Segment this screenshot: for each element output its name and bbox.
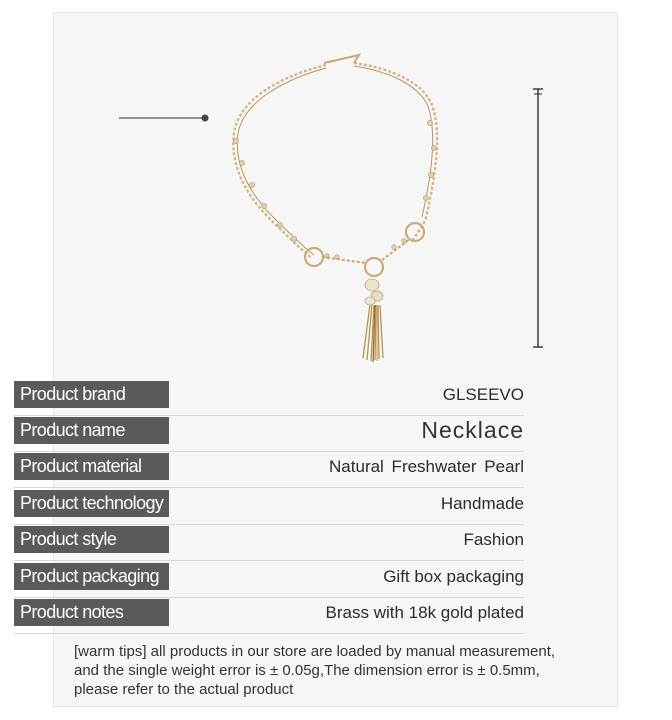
spec-row-technology: [14, 488, 524, 525]
pointer-dot: [202, 115, 209, 122]
spec-value: Gift box packaging: [383, 567, 524, 586]
spec-value: Natural Freshwater Pearl: [329, 457, 524, 476]
spec-value: Necklace: [421, 417, 524, 443]
ring-center: [365, 258, 383, 276]
ring-left: [305, 248, 323, 266]
warm-tips-line-1: [warm tips] all products in our store are loaded by manual measurement,: [74, 643, 556, 660]
necklace-chain-right: [354, 63, 437, 241]
spec-label: Product technology: [14, 490, 169, 517]
spec-value: Brass with 18k gold plated: [325, 603, 524, 622]
necklace-clasp: [324, 55, 359, 63]
pearl-beads: [233, 120, 436, 259]
spec-row-notes: [14, 597, 524, 634]
spec-label: Product brand: [14, 381, 169, 408]
spec-row-brand: [14, 379, 524, 416]
spec-row-name: [14, 415, 524, 452]
warm-tips-line-3: please refer to the actual product: [74, 681, 294, 698]
spec-label: Product notes: [14, 599, 169, 626]
necklace-photo: [54, 13, 619, 383]
pearl-cluster: [365, 279, 383, 305]
spec-label: Product name: [14, 417, 169, 444]
spec-row-style: [14, 524, 524, 561]
warm-tips: [74, 642, 594, 699]
gold-tassel: [363, 305, 383, 362]
spec-label: Product style: [14, 526, 169, 553]
ring-right: [406, 223, 424, 241]
spec-row-packaging: [14, 561, 524, 598]
spec-value: Handmade: [440, 494, 524, 513]
spec-row-material: [14, 451, 524, 488]
spec-value: GLSEEVO: [442, 385, 524, 404]
spec-label: Product material: [14, 453, 169, 480]
spec-label: Product packaging: [14, 563, 169, 590]
necklace-chain-left: [233, 65, 326, 258]
warm-tips-line-2: and the single weight error is ± 0.05g,The dimension error is ± 0.5mm,: [74, 662, 540, 679]
spec-value: Fashion: [463, 530, 524, 549]
